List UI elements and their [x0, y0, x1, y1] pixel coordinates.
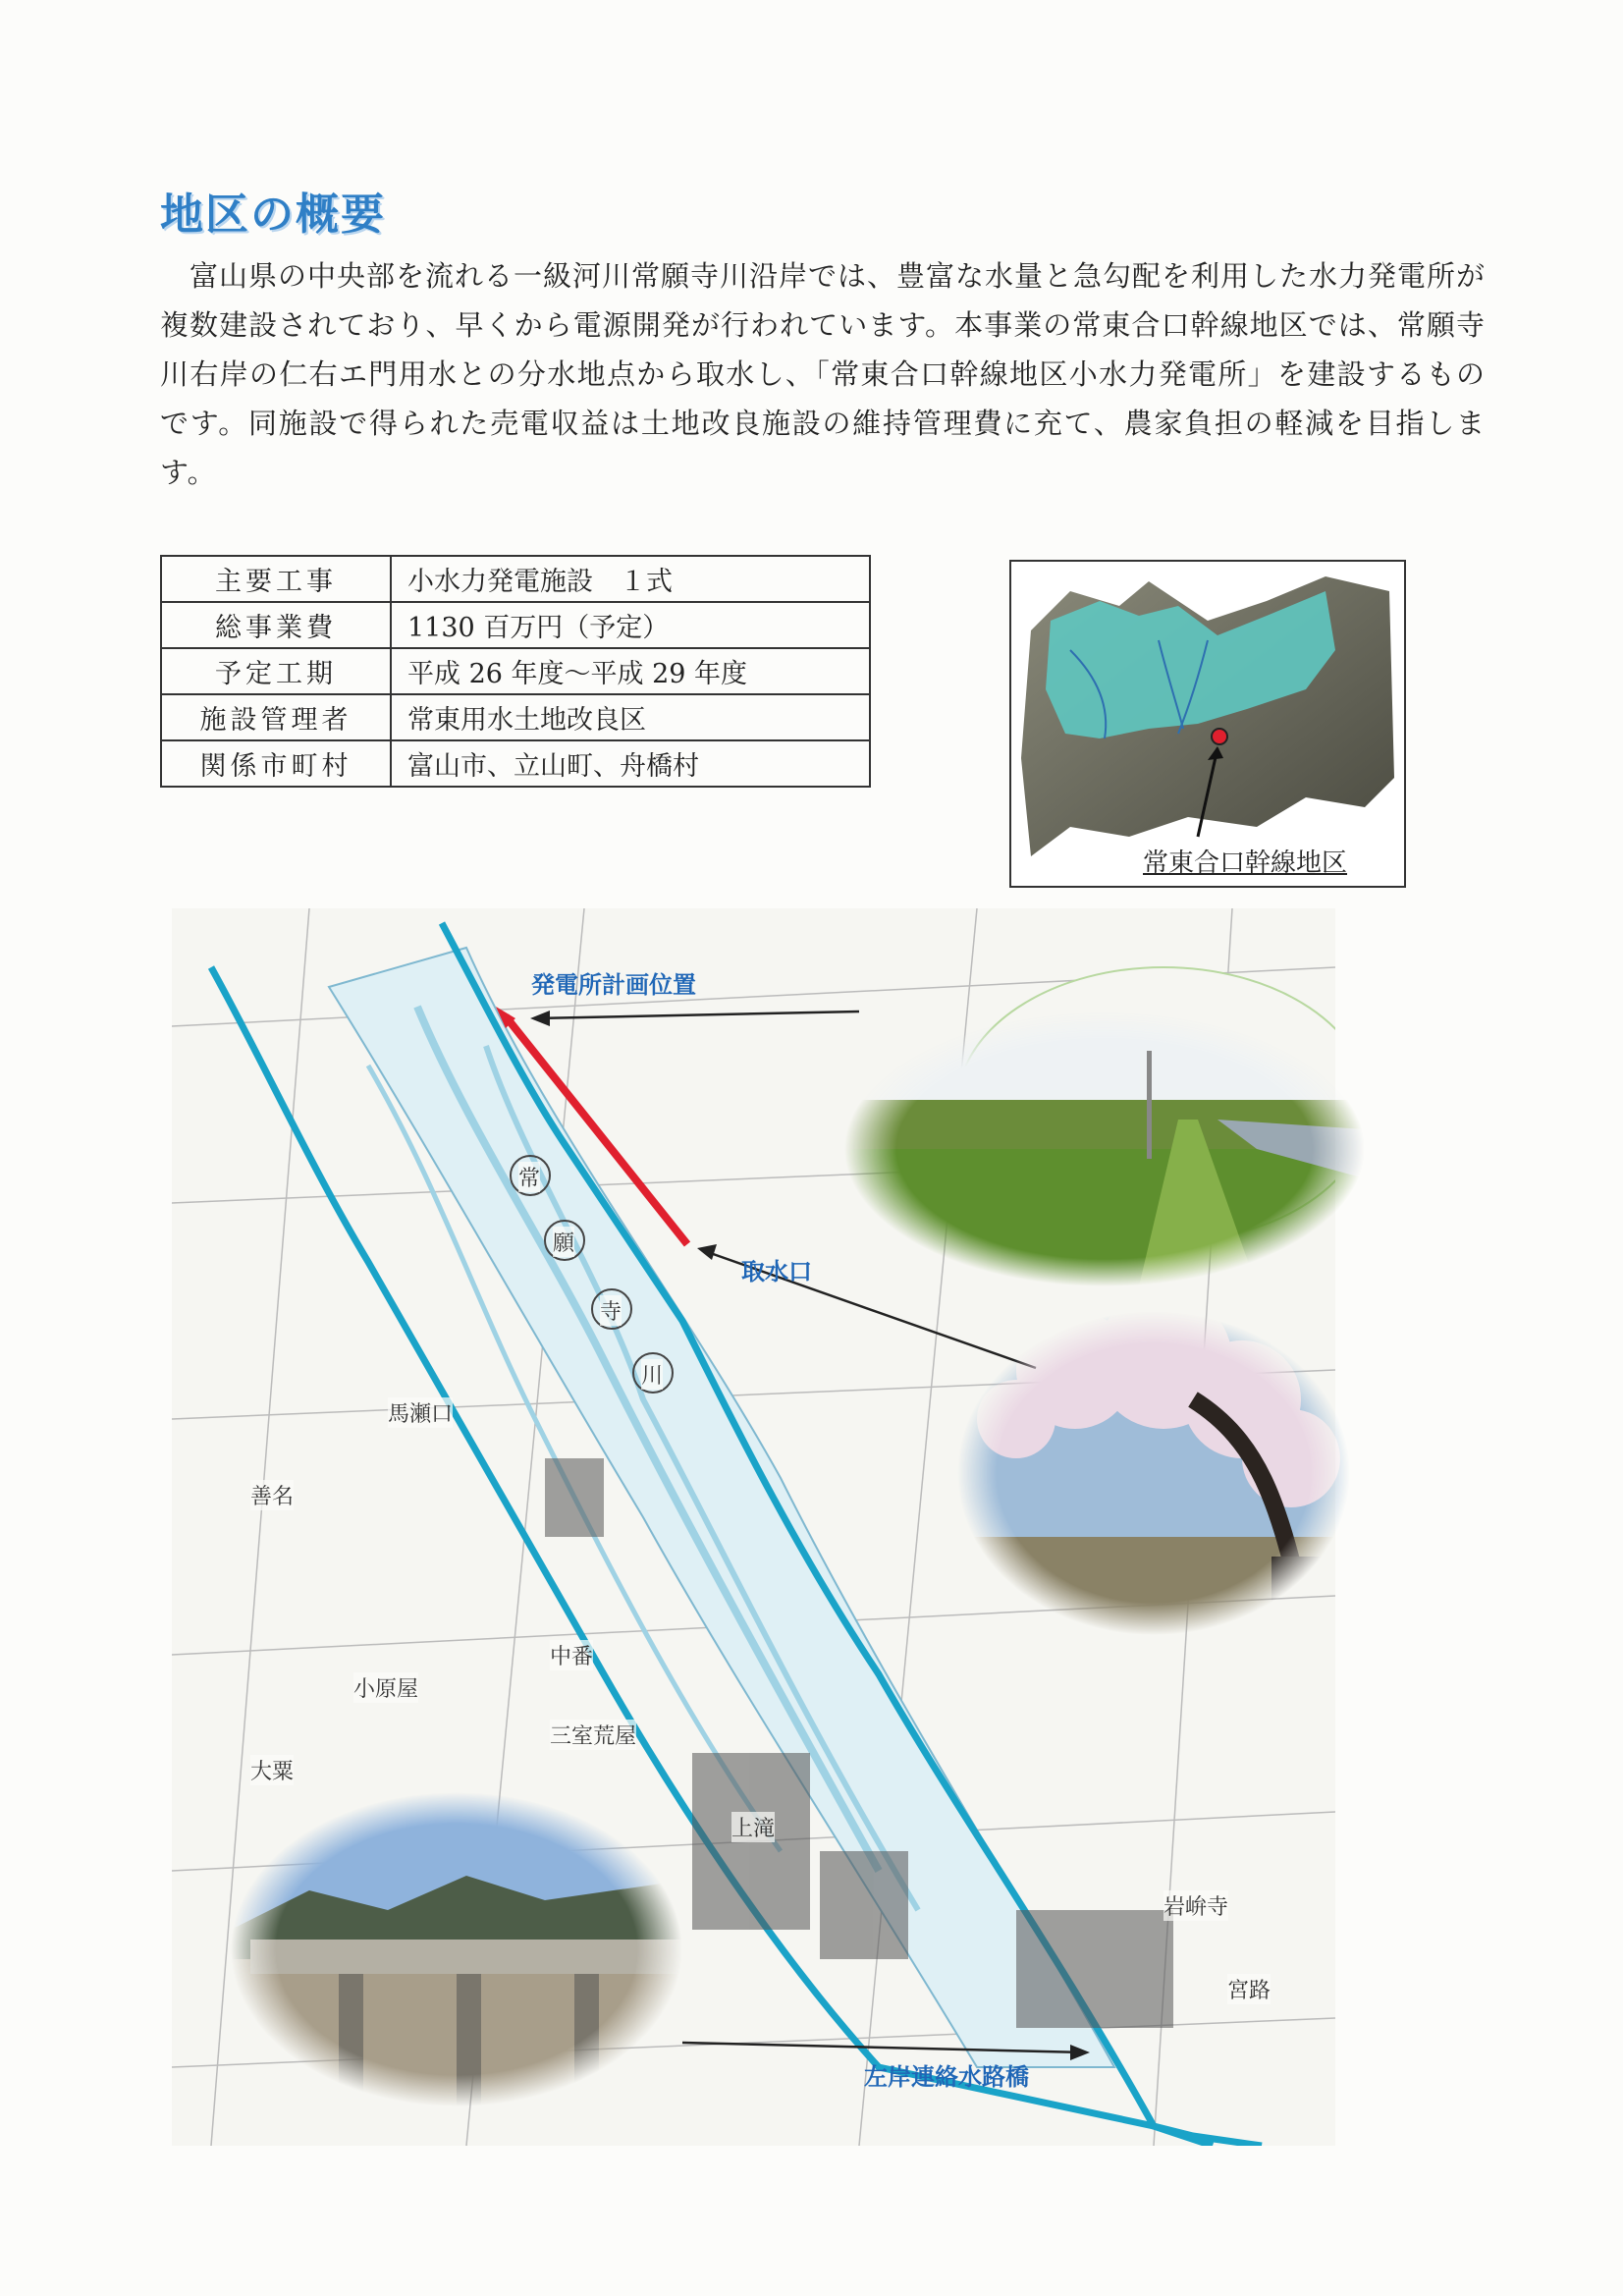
place-name: 三室荒屋	[550, 1720, 636, 1750]
place-name: 善名	[250, 1480, 294, 1510]
place-name: 宮路	[1227, 1974, 1271, 2004]
table-row	[161, 740, 870, 787]
table-label: 主要工事	[161, 556, 391, 602]
table-value: 1130 百万円（予定）	[391, 602, 870, 648]
place-name: 小原屋	[353, 1672, 418, 1703]
river-char: 常	[518, 1162, 540, 1192]
intake-photo	[957, 1311, 1350, 1635]
table-row	[161, 648, 870, 694]
location-label: 常東合口幹線地区	[1139, 843, 1351, 879]
table-label: 関係市町村	[161, 740, 391, 787]
table-row	[161, 694, 870, 740]
place-name: 中番	[550, 1640, 593, 1670]
river-char: 願	[553, 1227, 574, 1257]
place-name: 大粟	[250, 1755, 294, 1785]
river-char: 川	[641, 1359, 663, 1390]
intro-paragraph: 富山県の中央部を流れる一級河川常願寺川沿岸では、豊富な水量と急勾配を利用した水力発電所が複数建設されており、早くから電源開発が行われています。本事業の常東合口幹線地区では、常願寺川右岸の仁右エ門用水との分水地点から取水し、「常東合口幹線地区小水力発電所」を建設するものです。同施設で得られた売電収益は土地改良施設の維持管理費に充て、農家負担の軽減を目指します。	[160, 259, 1487, 489]
place-name: 馬瀬口	[388, 1397, 453, 1428]
intake-label: 取水口	[741, 1258, 812, 1285]
relief-map-image	[1011, 562, 1404, 886]
bridge-label: 左岸連絡水路橋	[864, 2063, 1029, 2091]
district-map	[172, 908, 1335, 2146]
place-name: 岩峅寺	[1163, 1890, 1228, 1921]
power-station-photo	[844, 1011, 1365, 1286]
table-label: 総事業費	[161, 602, 391, 648]
river-char: 寺	[600, 1295, 622, 1326]
bridge-photo	[231, 1792, 682, 2106]
overview-table	[160, 555, 871, 788]
table-value: 小水力発電施設 １式	[391, 556, 870, 602]
table-label: 予定工期	[161, 648, 391, 694]
table-row	[161, 556, 870, 602]
table-row	[161, 602, 870, 648]
table-label: 施設管理者	[161, 694, 391, 740]
page-title: 地区の概要	[160, 190, 386, 240]
table-value: 富山市、立山町、舟橋村	[391, 740, 870, 787]
location-map	[1009, 560, 1406, 888]
table-value: 常東用水土地改良区	[391, 694, 870, 740]
place-name: 上滝	[731, 1812, 775, 1842]
table-value: 平成 26 年度～平成 29 年度	[391, 648, 870, 694]
power-station-label: 発電所計画位置	[531, 971, 696, 999]
